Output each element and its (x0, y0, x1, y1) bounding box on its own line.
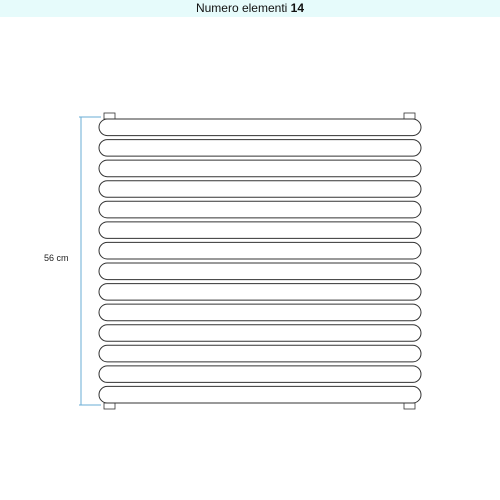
tube-13 (99, 366, 421, 383)
tube-2 (99, 140, 421, 157)
tube-6 (99, 222, 421, 239)
tube-14 (99, 386, 421, 403)
height-dimension-line (79, 117, 101, 405)
tube-7 (99, 242, 421, 259)
element-count: 14 (290, 1, 305, 15)
tube-1 (99, 119, 421, 136)
tube-12 (99, 345, 421, 362)
tube-10 (99, 304, 421, 321)
tube-5 (99, 201, 421, 218)
header-label: Numero elementi (195, 1, 288, 15)
tube-4 (99, 181, 421, 198)
tube-3 (99, 160, 421, 177)
wall-brackets (104, 113, 415, 409)
bracket-top-1 (104, 113, 115, 119)
bracket-bottom-2 (404, 403, 415, 409)
height-dimension-label: 56 cm (44, 253, 69, 263)
tube-11 (99, 325, 421, 342)
bracket-bottom-1 (104, 403, 115, 409)
bracket-top-2 (404, 113, 415, 119)
tube-9 (99, 284, 421, 301)
tube-8 (99, 263, 421, 280)
radiator-tubes (99, 119, 421, 403)
